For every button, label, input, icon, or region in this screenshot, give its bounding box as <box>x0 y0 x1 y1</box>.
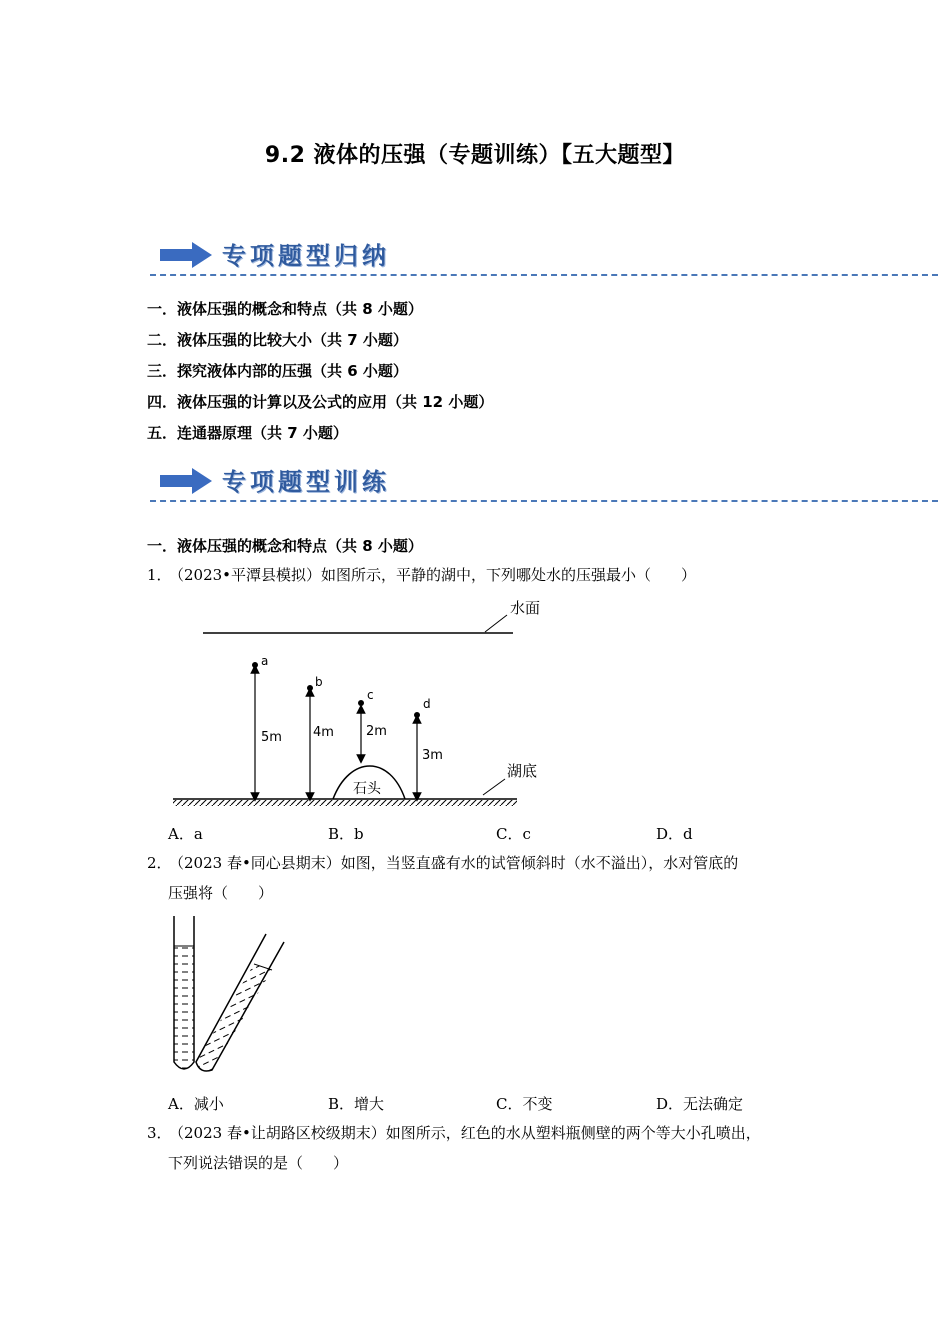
depth-d-label: 3m <box>422 748 443 763</box>
topic-item: 四．液体压强的计算以及公式的应用（共 12 小题） <box>147 393 494 411</box>
topic-item: 三．探究液体内部的压强（共 6 小题） <box>147 362 408 380</box>
option-b[interactable]: B．b <box>328 825 364 843</box>
option-c[interactable]: C．c <box>496 825 531 843</box>
point-c-label: c <box>367 688 374 702</box>
lake-pressure-figure <box>165 595 555 810</box>
question-3 <box>147 1123 827 1143</box>
bottom-label: 湖底 <box>507 762 538 780</box>
depth-b-label: 4m <box>313 725 334 740</box>
section-banner-training <box>158 462 918 502</box>
banner-divider <box>150 500 938 502</box>
question-text: （2023 春•让胡路区校级期末）如图所示，红色的水从塑料瓶侧壁的两个等大小孔喷出， <box>169 1124 761 1142</box>
stone-label: 石头 <box>353 781 381 797</box>
banner-title: 专项题型训练 <box>222 467 390 496</box>
depth-a-label: 5m <box>261 730 282 745</box>
section-heading: 一．液体压强的概念和特点（共 8 小题） <box>147 537 423 555</box>
question-number: 3． <box>147 1124 172 1142</box>
question-2-continued: 压强将（ ） <box>168 884 274 902</box>
question-text: （2023 春•同心县期末）如图，当竖直盛有水的试管倾斜时（水不溢出），水对管底的 <box>169 854 739 872</box>
depth-c-label: 2m <box>366 724 387 739</box>
topic-item: 五．连通器原理（共 7 小题） <box>147 424 348 442</box>
section-banner-summary <box>158 236 918 276</box>
point-b-label: b <box>315 675 323 689</box>
question-number: 1． <box>147 566 172 584</box>
test-tube-figure <box>160 912 300 1080</box>
option-b[interactable]: B．增大 <box>328 1095 385 1113</box>
question-2 <box>147 853 827 873</box>
banner-title: 专项题型归纳 <box>222 241 390 270</box>
arrow-right-icon <box>160 468 212 494</box>
point-a-label: a <box>261 654 269 668</box>
option-d[interactable]: D．d <box>656 825 693 843</box>
surface-label: 水面 <box>510 599 541 617</box>
question-text: （2023•平潭县模拟）如图所示，平静的湖中，下列哪处水的压强最小（ ） <box>169 566 697 584</box>
option-a[interactable]: A．a <box>168 825 203 843</box>
question-number: 2． <box>147 854 172 872</box>
banner-divider <box>150 274 938 276</box>
page-title: 9.2 液体的压强（专题训练）【五大题型】 <box>264 143 686 168</box>
arrow-right-icon <box>160 242 212 268</box>
option-d[interactable]: D．无法确定 <box>656 1095 744 1113</box>
question-1 <box>147 565 827 585</box>
topic-item: 一．液体压强的概念和特点（共 8 小题） <box>147 300 423 318</box>
topic-item: 二．液体压强的比较大小（共 7 小题） <box>147 331 408 349</box>
point-d-label: d <box>423 697 431 711</box>
question-3-continued: 下列说法错误的是（ ） <box>168 1154 349 1172</box>
option-a[interactable]: A．减小 <box>168 1095 224 1113</box>
option-c[interactable]: C．不变 <box>496 1095 553 1113</box>
topic-list <box>147 299 493 454</box>
